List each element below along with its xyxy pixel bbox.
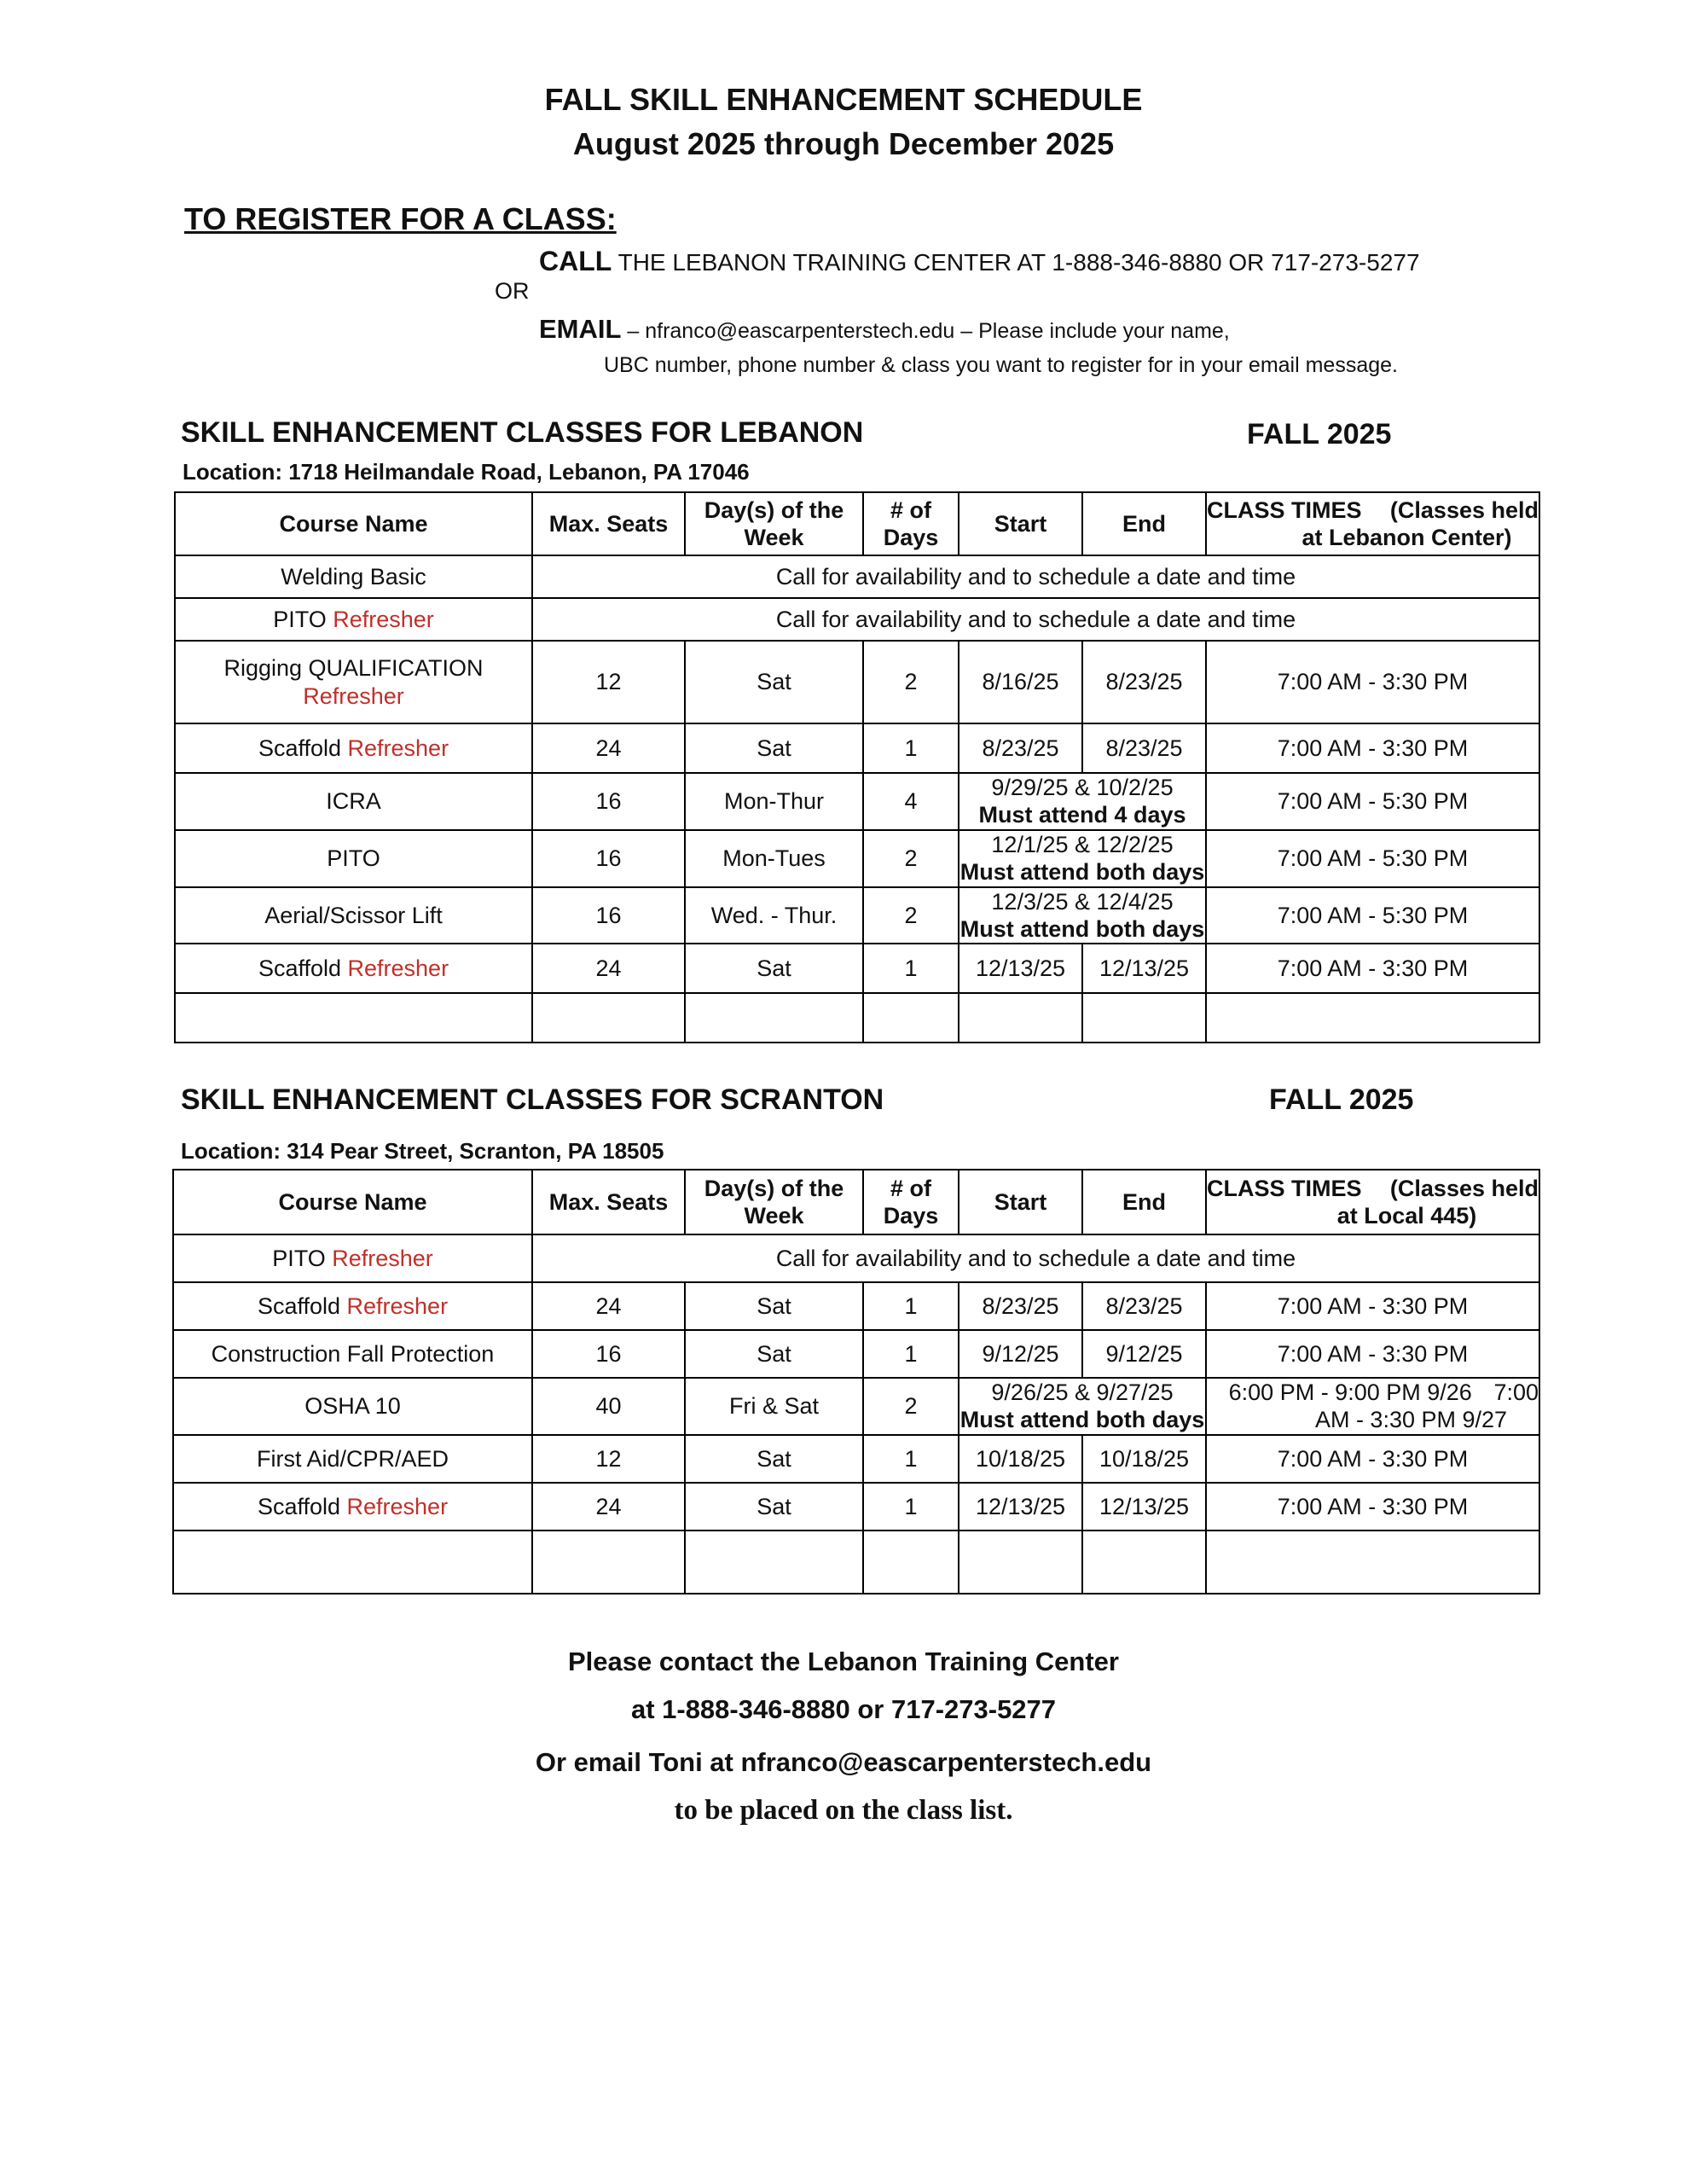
col-days-of-week: Day(s) of the Week — [685, 1170, 863, 1234]
availability-note: Call for availability and to schedule a date and time — [532, 1234, 1539, 1282]
max-seats: 24 — [532, 1483, 685, 1531]
num-days: 1 — [863, 1282, 959, 1330]
start-date: 8/23/25 — [959, 723, 1082, 773]
col-course-name: Course Name — [173, 1170, 532, 1234]
table-header-row — [173, 1170, 1539, 1234]
days-of-week: Fri & Sat — [685, 1378, 863, 1435]
course-name: Scaffold Refresher — [173, 1483, 532, 1531]
table-row — [175, 830, 1539, 887]
num-days: 1 — [863, 1435, 959, 1483]
class-times: 7:00 AM - 3:30 PM — [1206, 641, 1539, 723]
empty-row — [173, 1531, 1539, 1594]
class-times: 7:00 AM - 5:30 PM — [1206, 830, 1539, 887]
date-range: 12/3/25 & 12/4/25 Must attend both days — [959, 887, 1206, 944]
table-row — [175, 723, 1539, 773]
col-days-of-week: Day(s) of the Week — [685, 492, 863, 555]
start-date: 8/23/25 — [959, 1282, 1082, 1330]
call-text: THE LEBANON TRAINING CENTER AT 1-888-346-8880 OR 717-273-5277 — [612, 249, 1420, 276]
email-instructions: UBC number, phone number & class you want to register for in your email message. — [604, 353, 1398, 377]
col-course-name: Course Name — [175, 492, 532, 555]
table-row — [175, 944, 1539, 993]
max-seats: 12 — [532, 1435, 685, 1483]
col-class-times: CLASS TIMES (Classes held at Lebanon Center) — [1206, 492, 1539, 555]
days-of-week: Sat — [685, 723, 863, 773]
footer-line-3: Or email Toni at nfranco@eascarpenterstech.edu — [535, 1747, 1152, 1777]
start-date: 12/13/25 — [959, 944, 1082, 993]
lebanon-location: Location: 1718 Heilmandale Road, Lebanon, PA 17046 — [183, 459, 750, 485]
col-num-days: # of Days — [863, 492, 959, 555]
table-row — [173, 1282, 1539, 1330]
days-of-week: Sat — [685, 1435, 863, 1483]
table-row — [175, 887, 1539, 944]
end-date: 12/13/25 — [1082, 1483, 1206, 1531]
class-times: 7:00 AM - 5:30 PM — [1206, 773, 1539, 830]
table-row — [173, 1435, 1539, 1483]
course-name: OSHA 10 — [173, 1378, 532, 1435]
num-days: 2 — [863, 887, 959, 944]
course-name: Rigging QUALIFICATION Refresher — [175, 641, 532, 723]
class-times: 7:00 AM - 3:30 PM — [1206, 1435, 1539, 1483]
course-name: Construction Fall Protection — [173, 1330, 532, 1378]
date-range: 9/26/25 & 9/27/25 Must attend both days — [959, 1378, 1206, 1435]
max-seats: 16 — [532, 887, 685, 944]
email-label: EMAIL — [539, 314, 622, 344]
course-name: ICRA — [175, 773, 532, 830]
call-line — [539, 246, 1420, 277]
col-max-seats: Max. Seats — [532, 1170, 685, 1234]
date-range: 12/1/25 & 12/2/25 Must attend both days — [959, 830, 1206, 887]
class-times: 7:00 AM - 3:30 PM — [1206, 723, 1539, 773]
days-of-week: Sat — [685, 641, 863, 723]
class-times: 7:00 AM - 5:30 PM — [1206, 887, 1539, 944]
start-date: 8/16/25 — [959, 641, 1082, 723]
class-times: 7:00 AM - 3:30 PM — [1206, 1330, 1539, 1378]
end-date: 10/18/25 — [1082, 1435, 1206, 1483]
scranton-season: FALL 2025 — [1269, 1083, 1414, 1116]
scranton-section-title: SKILL ENHANCEMENT CLASSES FOR SCRANTON — [181, 1083, 884, 1116]
availability-note: Call for availability and to schedule a date and time — [532, 555, 1539, 598]
course-name: Scaffold Refresher — [175, 723, 532, 773]
num-days: 2 — [863, 1378, 959, 1435]
course-name: Scaffold Refresher — [173, 1282, 532, 1330]
table-header-row — [175, 492, 1539, 555]
num-days: 4 — [863, 773, 959, 830]
num-days: 1 — [863, 944, 959, 993]
course-name: Scaffold Refresher — [175, 944, 532, 993]
course-name: PITO Refresher — [175, 598, 532, 641]
table-row — [173, 1378, 1539, 1435]
class-times: 7:00 AM - 3:30 PM — [1206, 944, 1539, 993]
class-times: 7:00 AM - 3:30 PM — [1206, 1483, 1539, 1531]
page-title: FALL SKILL ENHANCEMENT SCHEDULE — [544, 82, 1143, 117]
num-days: 2 — [863, 830, 959, 887]
days-of-week: Sat — [685, 1330, 863, 1378]
register-heading: TO REGISTER FOR A CLASS: — [184, 201, 617, 236]
course-name: Welding Basic — [175, 555, 532, 598]
col-class-times: CLASS TIMES (Classes held at Local 445) — [1206, 1170, 1539, 1234]
col-start: Start — [959, 1170, 1082, 1234]
end-date: 9/12/25 — [1082, 1330, 1206, 1378]
footer-line-1: Please contact the Lebanon Training Center — [568, 1647, 1119, 1676]
col-start: Start — [959, 492, 1082, 555]
lebanon-season: FALL 2025 — [1247, 418, 1392, 450]
empty-row — [175, 993, 1539, 1043]
num-days: 1 — [863, 1483, 959, 1531]
max-seats: 16 — [532, 1330, 685, 1378]
days-of-week: Mon-Tues — [685, 830, 863, 887]
or-text: OR — [495, 278, 530, 304]
table-row — [173, 1234, 1539, 1282]
days-of-week: Sat — [685, 944, 863, 993]
col-end: End — [1082, 492, 1206, 555]
start-date: 9/12/25 — [959, 1330, 1082, 1378]
days-of-week: Mon-Thur — [685, 773, 863, 830]
email-line — [539, 314, 1230, 345]
table-row — [173, 1330, 1539, 1378]
course-name: Aerial/Scissor Lift — [175, 887, 532, 944]
course-name: First Aid/CPR/AED — [173, 1435, 532, 1483]
num-days: 1 — [863, 723, 959, 773]
end-date: 8/23/25 — [1082, 1282, 1206, 1330]
table-row — [175, 773, 1539, 830]
table-row — [175, 641, 1539, 723]
max-seats: 16 — [532, 830, 685, 887]
start-date: 12/13/25 — [959, 1483, 1082, 1531]
end-date: 12/13/25 — [1082, 944, 1206, 993]
footer-line-2: at 1-888-346-8880 or 717-273-5277 — [630, 1694, 1057, 1724]
max-seats: 24 — [532, 944, 685, 993]
end-date: 8/23/25 — [1082, 641, 1206, 723]
table-row — [175, 555, 1539, 598]
end-date: 8/23/25 — [1082, 723, 1206, 773]
days-of-week: Wed. - Thur. — [685, 887, 863, 944]
max-seats: 16 — [532, 773, 685, 830]
lebanon-schedule-table — [174, 491, 1540, 1043]
scranton-location: Location: 314 Pear Street, Scranton, PA 18505 — [181, 1138, 664, 1164]
footer-line-4: to be placed on the class list. — [674, 1795, 1013, 1826]
table-row — [175, 598, 1539, 641]
start-date: 10/18/25 — [959, 1435, 1082, 1483]
availability-note: Call for availability and to schedule a date and time — [532, 598, 1539, 641]
date-range: 9/29/25 & 10/2/25 Must attend 4 days — [959, 773, 1206, 830]
lebanon-section-title: SKILL ENHANCEMENT CLASSES FOR LEBANON — [181, 416, 864, 449]
col-max-seats: Max. Seats — [532, 492, 685, 555]
email-text: – nfranco@eascarpenterstech.edu – Please include your name, — [621, 319, 1230, 343]
col-num-days: # of Days — [863, 1170, 959, 1234]
col-end: End — [1082, 1170, 1206, 1234]
page-subtitle: August 2025 through December 2025 — [572, 126, 1115, 161]
table-row — [173, 1483, 1539, 1531]
max-seats: 40 — [532, 1378, 685, 1435]
days-of-week: Sat — [685, 1483, 863, 1531]
scranton-schedule-table — [172, 1169, 1540, 1594]
max-seats: 24 — [532, 1282, 685, 1330]
call-label: CALL — [539, 246, 612, 276]
num-days: 2 — [863, 641, 959, 723]
days-of-week: Sat — [685, 1282, 863, 1330]
class-times: 6:00 PM - 9:00 PM 9/26 7:00 AM - 3:30 PM 9/27 — [1206, 1378, 1539, 1435]
class-times: 7:00 AM - 3:30 PM — [1206, 1282, 1539, 1330]
num-days: 1 — [863, 1330, 959, 1378]
course-name: PITO Refresher — [173, 1234, 532, 1282]
course-name: PITO — [175, 830, 532, 887]
max-seats: 12 — [532, 641, 685, 723]
max-seats: 24 — [532, 723, 685, 773]
